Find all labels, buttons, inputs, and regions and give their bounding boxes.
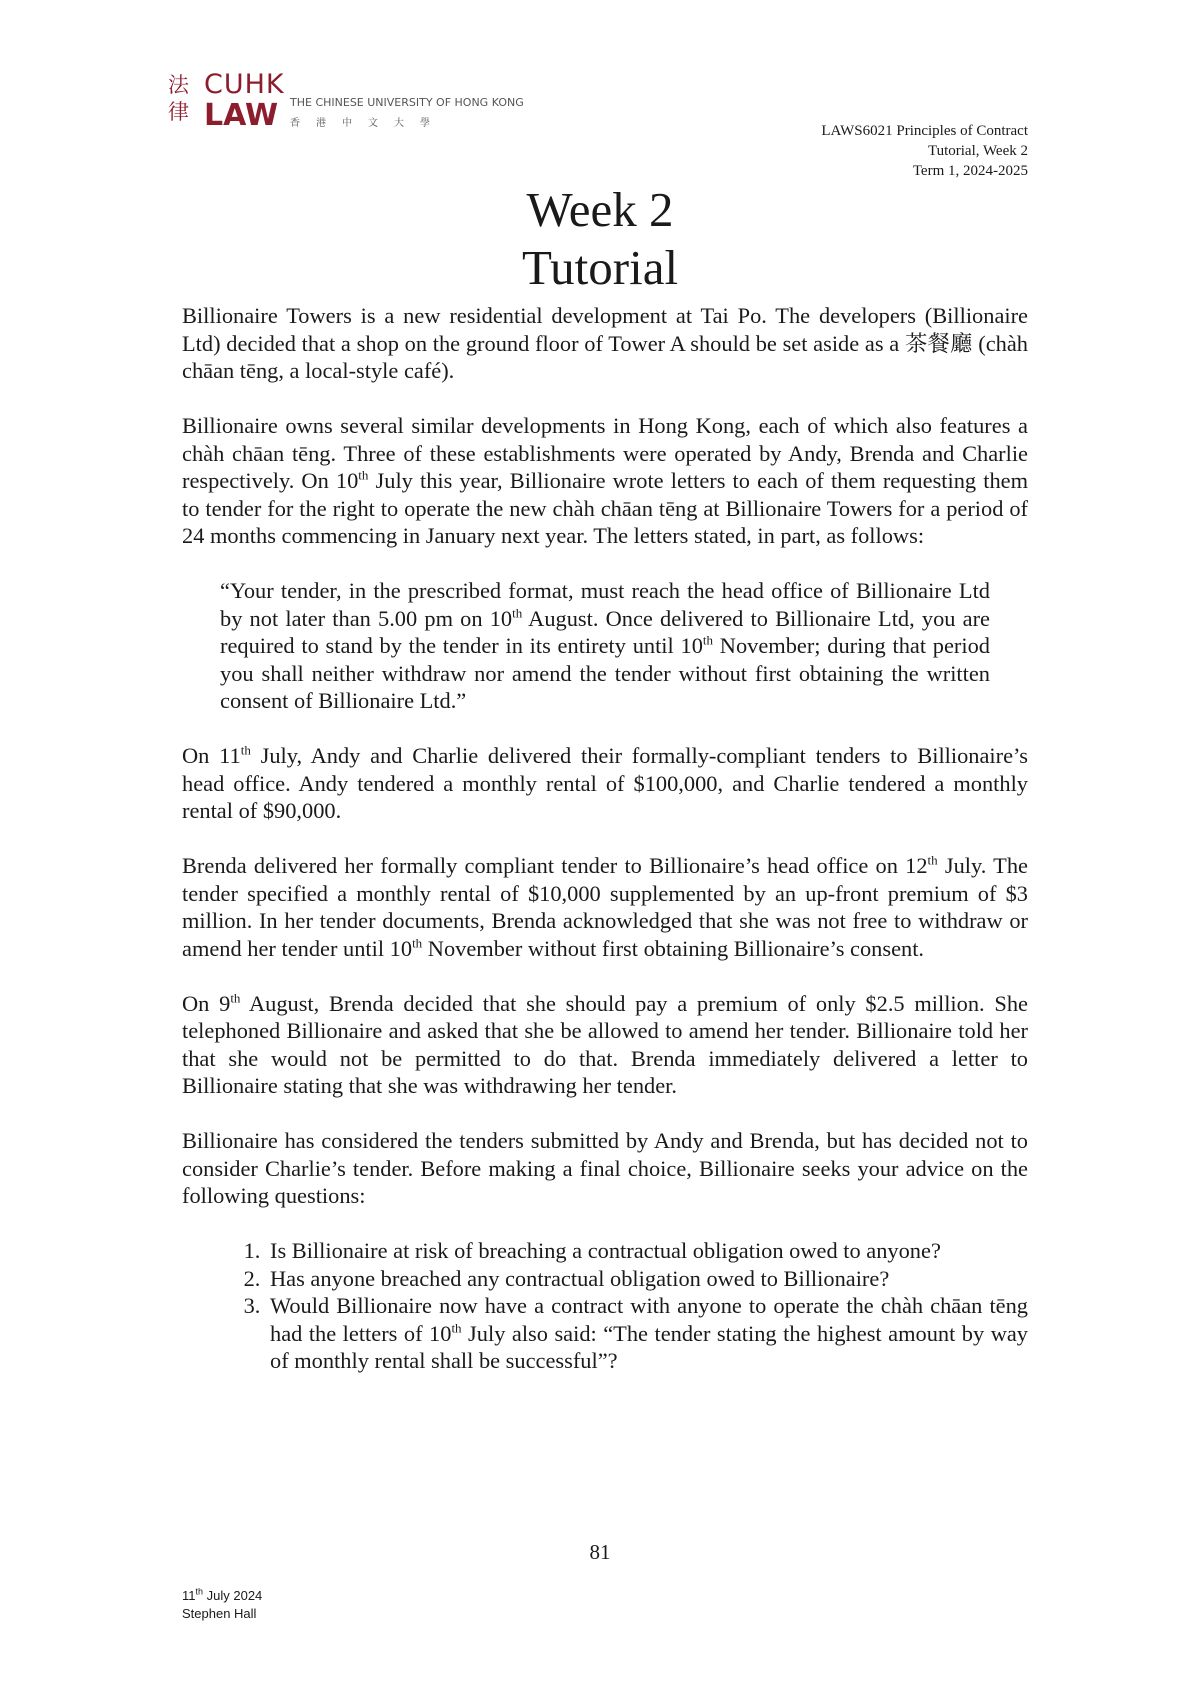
paragraph-background: Billionaire owns several similar developments in Hong Kong, each of which also features a chàh chāan tēng. Three of these establishments were operated by Andy, Brenda and Charlie respectively. On 10th July this year, Billionaire wrote letters to each of them requesting them to tender for the right to operate the new chàh chāan tēng at Billionaire Towers for a period of 24 months commencing in January next year. The letters stated, in part, as follows: bbox=[182, 413, 1028, 548]
footer-date: 11th July 2024 bbox=[182, 1586, 263, 1603]
tutorial-body bbox=[182, 302, 1028, 1375]
course-name: LAWS6021 Principles of Contract bbox=[821, 123, 1028, 139]
term-label: Term 1, 2024-2025 bbox=[912, 163, 1028, 179]
page-number: 81 bbox=[589, 1540, 611, 1564]
footer bbox=[182, 1587, 262, 1623]
letter-quote: “Your tender, in the prescribed format, must reach the head office of Billionaire Ltd by not later than 5.00 pm on 10th August. Once delivered to Billionaire Ltd, you are required to stand by the tender in its entirety until 10th November; during that period you shall neither withdraw nor amend the tender without first obtaining the written consent of Billionaire Ltd.” bbox=[220, 578, 991, 713]
question-item: 3. Would Billionaire now have a contract with anyone to operate the chàh chāan tēng had the letters of 10th July also said: “The tender stating the highest amount by way of monthly rental shall be successful”? bbox=[266, 1292, 1028, 1375]
paragraph-andy-charlie: On 11th July, Andy and Charlie delivered their formally-compliant tenders to Billionaire’s head office. Andy tendered a monthly rental of $100,000, and Charlie tendered a monthly rental of $90,000. bbox=[182, 742, 1028, 823]
paragraph-advice-request: Billionaire has considered the tenders submitted by Andy and Brenda, but has decided not to consider Charlie’s tender. Before making a final choice, Billionaire seeks your advice on the following questions: bbox=[182, 1128, 1028, 1208]
questions-list bbox=[182, 1237, 1028, 1375]
paragraph-brenda-tender: Brenda delivered her formally compliant tender to Billionaire’s head office on 12th July. The tender specified a monthly rental of $10,000 supplemented by an up-front premium of $3 million. In her tender documents, Brenda acknowledged that she was not free to withdraw or amend her tender until 10th November without first obtaining Billionaire’s consent. bbox=[182, 852, 1028, 961]
paragraph-brenda-withdrawal: On 9th August, Brenda decided that she should pay a premium of only $2.5 million. She telephoned Billionaire and asked that she be allowed to amend her tender. Billionaire told her that she would not be permitted to do that. Brenda immediately delivered a letter to Billionaire stating that she was withdrawing her tender. bbox=[182, 990, 1028, 1098]
page-title-line-2: Tutorial bbox=[521, 240, 679, 295]
question-item: 1. Is Billionaire at risk of breaching a contractual obligation owed to anyone? bbox=[266, 1237, 1028, 1265]
paragraph-intro: Billionaire Towers is a new residential development at Tai Po. The developers (Billionaire Ltd) decided that a shop on the ground floor of Tower A should be set aside as a 茶餐廳 (chàh chāan tēng, a local-style café). bbox=[182, 303, 1028, 383]
cuhk-law-logo bbox=[168, 69, 568, 134]
logo-law-text: LAW bbox=[204, 98, 279, 133]
logo-university-name-en: THE CHINESE UNIVERSITY OF HONG KONG bbox=[290, 96, 524, 109]
logo-cuhk-text: CUHK bbox=[204, 69, 285, 100]
course-header bbox=[821, 121, 1028, 181]
logo-university-name-zh: 香港中文大學 bbox=[290, 118, 446, 129]
question-item: 2. Has anyone breached any contractual obligation owed to Billionaire? bbox=[266, 1265, 1028, 1293]
footer-author: Stephen Hall bbox=[182, 1606, 257, 1621]
logo-seal-characters: 法 律 bbox=[168, 73, 189, 124]
page-title-line-1: Week 2 bbox=[526, 182, 674, 237]
tutorial-week: Tutorial, Week 2 bbox=[927, 143, 1028, 159]
